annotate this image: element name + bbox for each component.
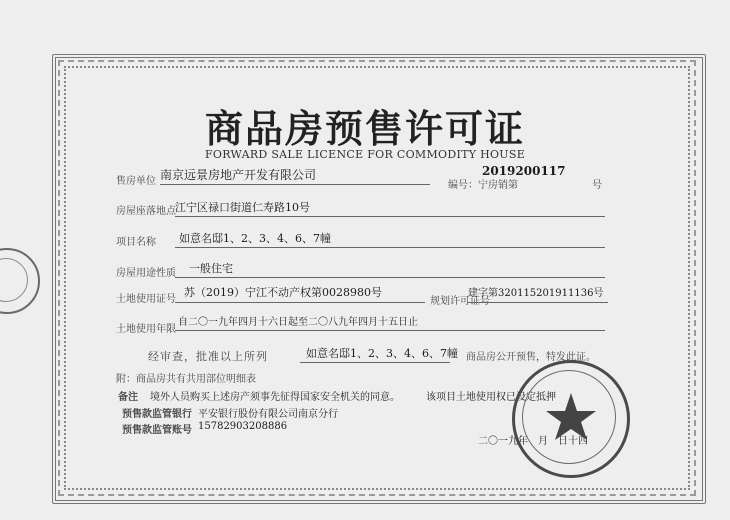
usage-value: 一般住宅 — [189, 262, 233, 275]
license-number-label: 编号：宁房销第 — [448, 180, 518, 191]
remark-label: 备注 — [118, 392, 138, 403]
usage-line — [175, 277, 605, 278]
land-cert-value: 苏（2019）宁江不动产权第0028980号 — [184, 286, 382, 299]
account-label: 预售款监管账号 — [122, 425, 192, 436]
approval-line — [300, 362, 450, 363]
document-title: 商品房预售许可证 — [204, 107, 525, 151]
remark-value: 境外人员购买上述房产须事先征得国家安全机关的同意。 — [150, 392, 400, 403]
shared-parts-note: 附：商品房共有共用部位明细表 — [116, 374, 256, 385]
approval-prefix: 经审查，批准以上所列 — [148, 350, 268, 363]
land-cert-label: 土地使用证号 — [116, 294, 176, 305]
location-label: 房屋座落地点 — [116, 206, 176, 217]
location-value: 江宁区禄口街道仁寿路10号 — [175, 201, 310, 214]
approval-buildings: 如意名邸1、2、3、4、6、7幢 — [306, 347, 458, 360]
planning-line — [468, 302, 608, 303]
project-label: 项目名称 — [116, 237, 156, 248]
seller-label: 售房单位 — [116, 176, 156, 187]
bank-value: 平安银行股份有限公司南京分行 — [198, 409, 338, 420]
project-value: 如意名邸1、2、3、4、6、7幢 — [179, 232, 331, 245]
remark-tail: 该项目土地使用权已设定抵押 — [426, 392, 556, 403]
land-term-value: 自二〇一九年四月十六日起至二〇八九年四月十五日止 — [178, 317, 418, 328]
license-number: 2019200117 — [482, 164, 566, 178]
issue-date: 二〇一九年 月 日十四 — [478, 436, 588, 447]
land-cert-line — [175, 302, 425, 303]
planning-label: 规划许可证号 — [430, 296, 490, 307]
account-value: 15782903208886 — [198, 421, 288, 432]
official-seal-ring — [522, 370, 616, 464]
land-term-line — [175, 330, 605, 331]
usage-label: 房屋用途性质 — [116, 268, 176, 279]
approval-suffix: 商品房公开预售，特发此证。 — [466, 352, 596, 363]
bank-label: 预售款监管银行 — [122, 409, 192, 420]
project-line — [175, 247, 605, 248]
location-line — [175, 216, 605, 217]
planning-value: 建字第320115201911136号 — [468, 288, 604, 299]
license-number-suffix: 号 — [592, 180, 602, 191]
document-subtitle: FORWARD SALE LICENCE FOR COMMODITY HOUSE — [204, 148, 526, 161]
seller-value: 南京远景房地产开发有限公司 — [160, 168, 317, 182]
land-term-label: 土地使用年限 — [116, 324, 176, 335]
seller-line — [160, 184, 430, 185]
